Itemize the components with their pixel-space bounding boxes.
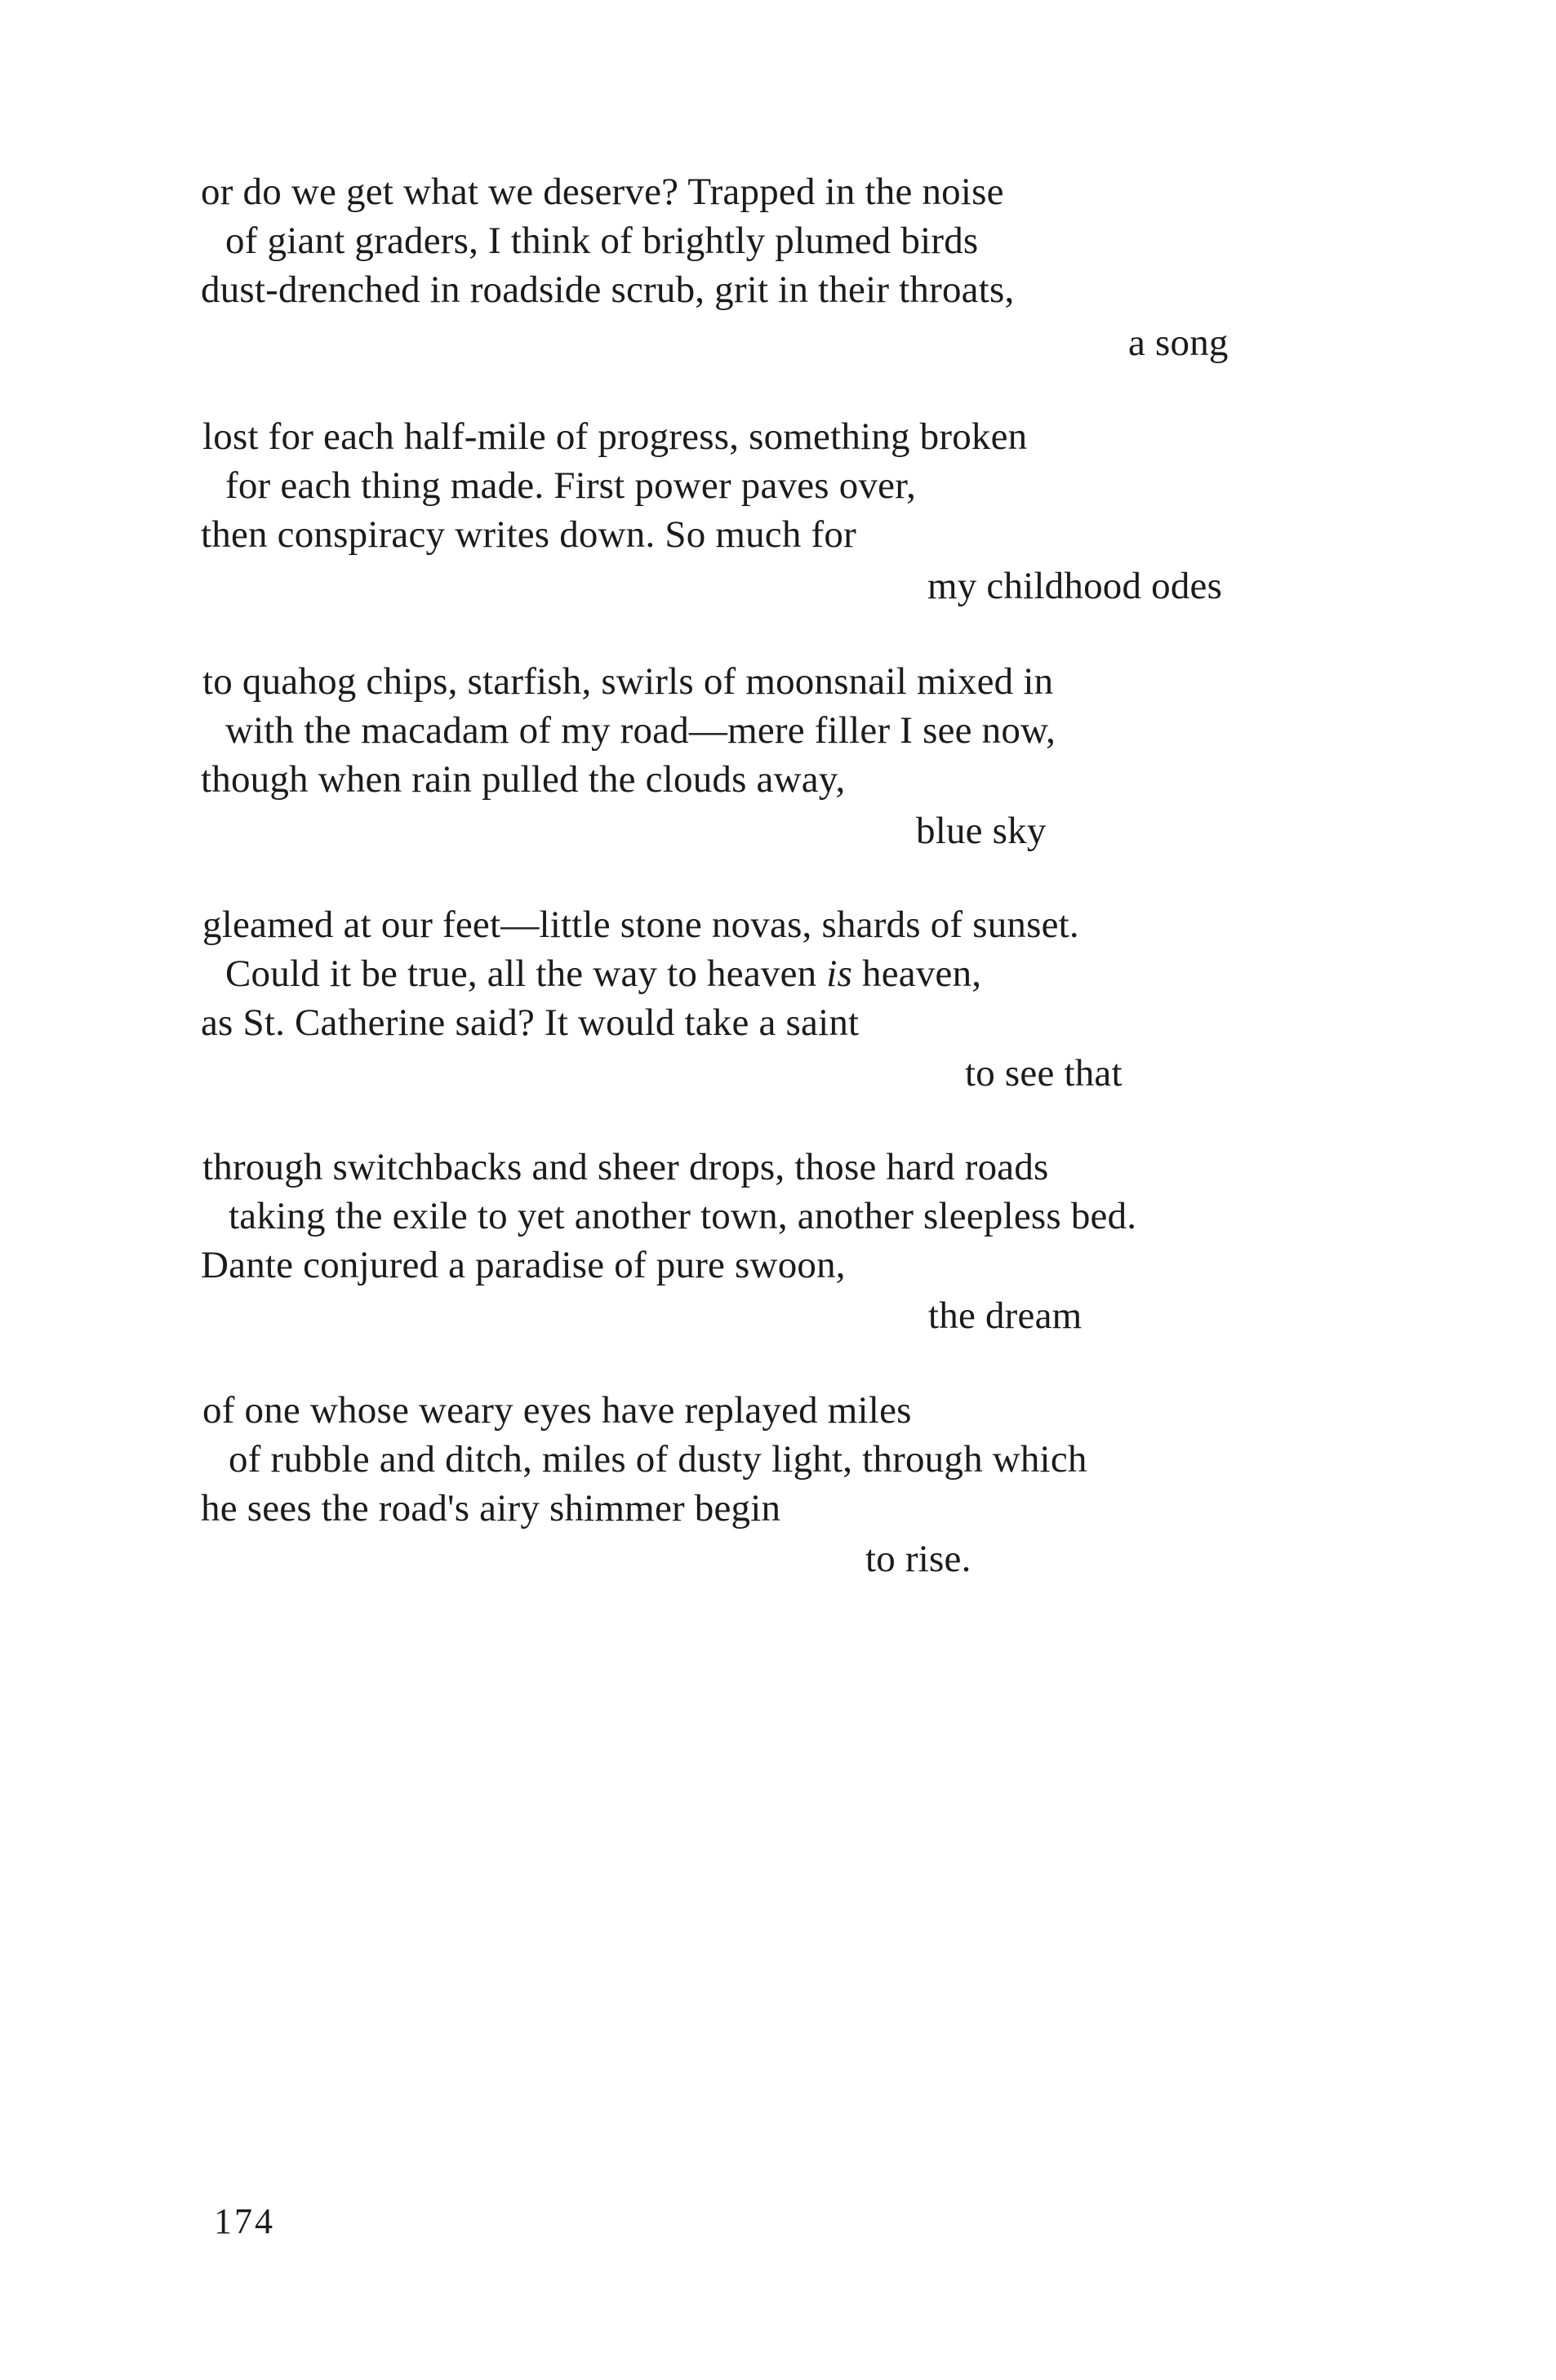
poem-line: to rise. [865,1538,971,1580]
page-number: 174 [214,2201,275,2241]
poem-line-part: heaven, [852,952,982,995]
poem-line: with the macadam of my road—mere filler I see now, [225,709,1056,752]
poem-line: the dream [928,1294,1083,1337]
poem-line: Dante conjured a paradise of pure swoon, [201,1244,846,1286]
poem-line: to see that [965,1052,1123,1095]
poem-line: taking the exile to yet another town, another sleepless bed. [229,1195,1137,1237]
poem-line: my childhood odes [927,565,1223,607]
poem-line: of rubble and ditch, miles of dusty light, through which [229,1438,1087,1481]
poem-line: lost for each half-mile of progress, something broken [202,415,1028,458]
poem-line: a song [1128,322,1229,364]
poem-line-part: Could it be true, all the way to heaven [225,952,827,995]
poem-line: as St. Catherine said? It would take a saint [201,1001,860,1044]
poem-line: of one whose weary eyes have replayed miles [202,1389,912,1432]
poem-line: gleamed at our feet—little stone novas, shards of sunset. [202,904,1079,946]
poem-line: dust-drenched in roadside scrub, grit in their throats, [201,269,1015,311]
poem-line: of giant graders, I think of brightly plumed birds [225,220,979,262]
poem-line: though when rain pulled the clouds away, [201,758,846,801]
poem-line: for each thing made. First power paves over, [225,464,917,507]
poem-line: then conspiracy writes down. So much for [201,513,856,556]
emphasis-word: is [826,952,853,995]
poem-line: he sees the road's airy shimmer begin [201,1487,781,1530]
poem-line: blue sky [916,810,1047,852]
poem-line: to quahog chips, starfish, swirls of moonsnail mixed in [202,660,1054,703]
poem-line: or do we get what we deserve? Trapped in the noise [201,171,1004,213]
poem-line: through switchbacks and sheer drops, those hard roads [202,1146,1049,1188]
poem-line [225,949,981,998]
